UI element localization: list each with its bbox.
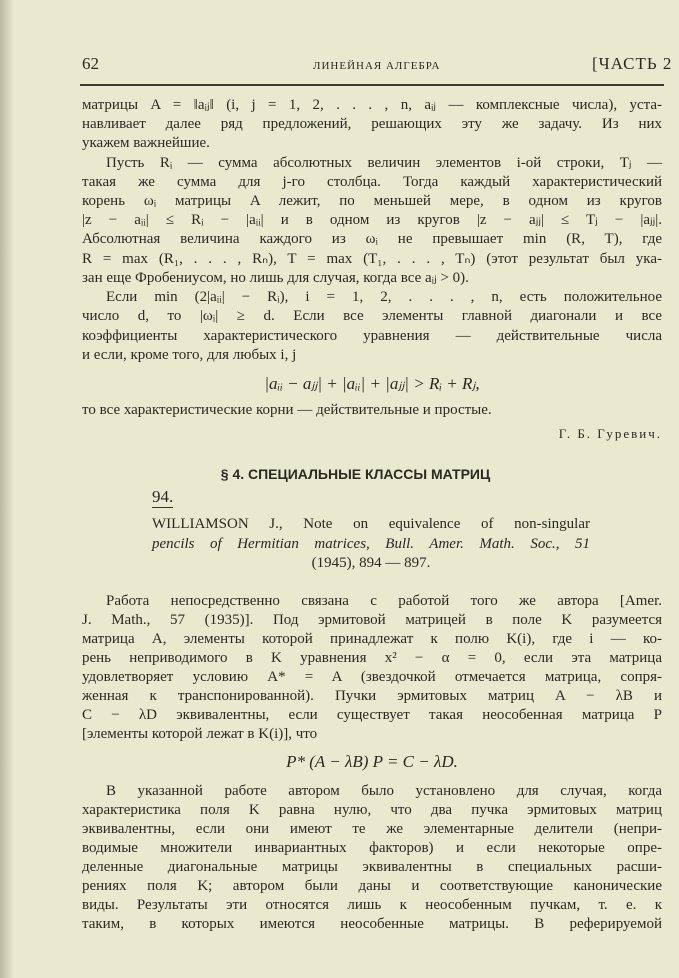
running-title: ЛИНЕЙНАЯ АЛГЕБРА (313, 60, 441, 72)
entry-number: 94. (152, 487, 174, 506)
text-line: Абсолютная величина каждого из ωᵢ не превышает min (R, T), где (82, 231, 662, 247)
text-line: виды. Результаты эти относятся лишь к неособенным пучкам, т. е. к (82, 897, 662, 913)
text-line: удовлетворяет условию A* = A (звездочкой отмечается матрица, сопря- (82, 669, 662, 685)
formula: P* (A − λB) P = C − λD. (286, 752, 458, 771)
text-line: рень неприводимого в K уравнения x² − α = 0, если эта матрица (82, 650, 662, 666)
text-line: Пусть Rᵢ — сумма абсолютных величин элементов i-ой строки, Tⱼ — (106, 155, 662, 171)
text-line: женная к транспонированной). Пучки эрмитовых матриц A − λB и (82, 688, 662, 704)
bibliography-line: (1945), 894 — 897. (311, 555, 431, 571)
signature: Г. Б. Гуревич. (558, 426, 662, 441)
text-line: коэффициенты характеристического уравнения — действительные числа (82, 328, 662, 344)
text-line: и если, кроме того, для любых i, j (82, 347, 297, 363)
part-label: [ЧАСТЬ 2 (592, 54, 673, 73)
page-number: 62 (82, 54, 99, 73)
header-rule (80, 84, 664, 86)
text-line: матрицы A = ‖aᵢⱼ‖ (i, j = 1, 2, . . . , n, aᵢⱼ — комплексные числа), уста- (82, 97, 662, 113)
bibliography-line: WILLIAMSON J., Note on equivalence of non-singular (152, 516, 590, 532)
text-line: водимые множители инвариантных факторов) и если некоторые опре- (82, 840, 662, 856)
text-line: укажем важнейшие. (82, 135, 210, 151)
text-line: число d, то |ωᵢ| ≥ d. Если все элементы главной диагонали и все (82, 308, 662, 324)
text-line: то все характеристические корни — действительные и простые. (82, 402, 492, 418)
text-line: R = max (R₁, . . . , Rₙ), T = max (T₁, . . . , Tₙ) (этот результат был ука- (82, 251, 662, 267)
text-line: Если min (2|aᵢᵢ| − Rᵢ), i = 1, 2, . . . , n, есть положительное (106, 289, 662, 305)
text-line: J. Math., 57 (1935)]. Под эрмитовой матрицей в поле K разумеется (82, 612, 662, 628)
text-line: рениях поля K; автором были даны и соответствующие канонические (82, 878, 662, 894)
text-line: матрица A, элементы которой принадлежат к полю K(i), где i — ко- (82, 631, 662, 647)
text-line: характеристика поля K равна нулю, что два пучка эрмитовых матриц (82, 802, 662, 818)
text-line: В указанной работе автором было установлено для случая, когда (106, 783, 662, 799)
page-edge-shadow (0, 0, 14, 978)
section-title: § 4. СПЕЦИАЛЬНЫЕ КЛАССЫ МАТРИЦ (220, 466, 491, 482)
formula: |aᵢᵢ − aⱼⱼ| + |aᵢᵢ| + |aⱼⱼ| > Rᵢ + Rⱼ, (264, 374, 480, 393)
text-line: такая же сумма для j-го столбца. Тогда каждый характеристический (82, 174, 662, 190)
text-line: корень ωᵢ матрицы A лежит, по меньшей мере, в одном из кругов (82, 193, 662, 209)
text-line: Работа непосредственно связана с работой того же автора [Amer. (106, 593, 662, 609)
text-line: [элементы которой лежат в K(i)], что (82, 726, 318, 742)
text-line: деленные диагональные матрицы эквивалентны в специальных расши- (82, 859, 662, 875)
text-line: C − λD эквивалентны, если существует такая неособенная матрица P (82, 707, 662, 723)
text-line: навливает далее ряд предложений, решающих эту же задачу. Из них (82, 116, 662, 132)
text-line: таким, в которых имеются неособенные матрицы. В реферируемой (82, 916, 662, 932)
text-line: |z − aᵢᵢ| ≤ Rᵢ − |aᵢᵢ| и в одном из кругов |z − aⱼⱼ| ≤ Tⱼ − |aⱼⱼ|. (82, 212, 662, 228)
text-line: зан еще Фробениусом, но лишь для случая, когда все aᵢⱼ > 0). (82, 270, 469, 286)
text-line: эквивалентны, если они имеют те же элементарные делители (непри- (82, 821, 662, 837)
bibliography-line: pencils of Hermitian matrices, Bull. Amer. Math. Soc., 51 (152, 536, 590, 552)
